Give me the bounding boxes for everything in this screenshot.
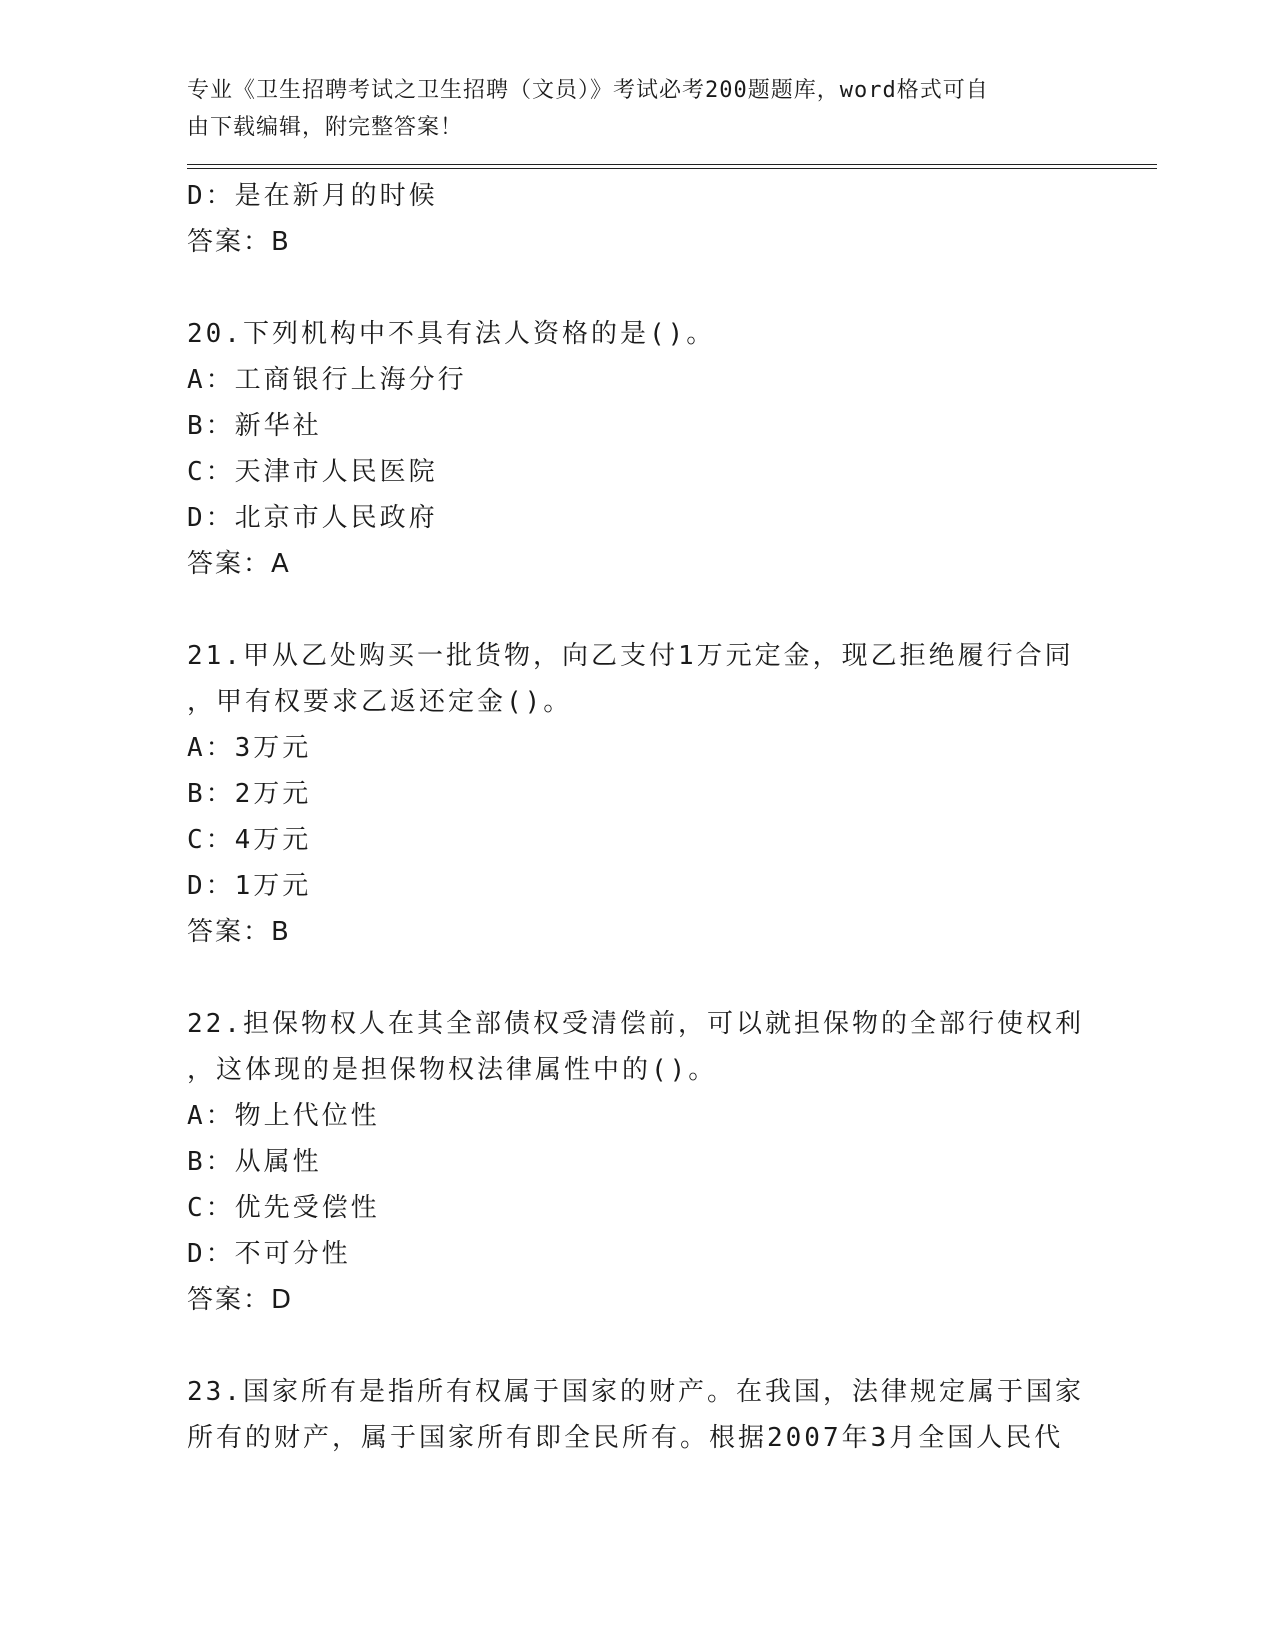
- option-d: D：不可分性: [187, 1239, 351, 1269]
- option-c: C：天津市人民医院: [187, 457, 438, 487]
- answer-line: 答案：B: [187, 917, 291, 947]
- answer-line: 答案：B: [187, 227, 291, 257]
- spacer: [187, 955, 1157, 1001]
- document-page: [187, 72, 1157, 1461]
- option-c: C：4万元: [187, 825, 312, 855]
- question-content: [187, 173, 1157, 1461]
- question-text: 21.甲从乙处购买一批货物，向乙支付1万元定金，现乙拒绝履行合同: [187, 641, 1074, 671]
- option-d: D：北京市人民政府: [187, 503, 438, 533]
- question-text: 22.担保物权人在其全部债权受清偿前，可以就担保物的全部行使权利: [187, 1009, 1084, 1039]
- question-block-22: [187, 1001, 1157, 1323]
- document-header: [187, 72, 1067, 146]
- spacer: [187, 587, 1157, 633]
- question-block-20: [187, 311, 1157, 587]
- question-block-19-tail: [187, 173, 1157, 265]
- question-block-23: [187, 1369, 1157, 1461]
- header-divider: [187, 164, 1157, 169]
- option-a: A：3万元: [187, 733, 312, 763]
- option-b: B：从属性: [187, 1147, 322, 1177]
- spacer: [187, 265, 1157, 311]
- option-d: D：1万元: [187, 871, 312, 901]
- option-c: C：优先受偿性: [187, 1193, 380, 1223]
- option-a: A：物上代位性: [187, 1101, 380, 1131]
- answer-line: 答案：A: [187, 549, 291, 579]
- answer-line: 答案：D: [187, 1285, 294, 1315]
- question-block-21: [187, 633, 1157, 955]
- option-a: A：工商银行上海分行: [187, 365, 467, 395]
- option-b: B：2万元: [187, 779, 312, 809]
- question-text-continued: ，这体现的是担保物权法律属性中的()。: [187, 1055, 718, 1085]
- question-text-continued: ，甲有权要求乙返还定金()。: [187, 687, 573, 717]
- header-line-1: 专业《卫生招聘考试之卫生招聘（文员）》考试必考200题题库，word格式可自: [187, 78, 989, 103]
- header-line-2: 由下载编辑，附完整答案！: [187, 115, 464, 140]
- question-text-continued: 所有的财产，属于国家所有即全民所有。根据2007年3月全国人民代: [187, 1423, 1064, 1453]
- question-text: 20.下列机构中不具有法人资格的是()。: [187, 319, 716, 349]
- option-b: B：新华社: [187, 411, 322, 441]
- option-d: D：是在新月的时候: [187, 181, 438, 211]
- question-text: 23.国家所有是指所有权属于国家的财产。在我国，法律规定属于国家: [187, 1377, 1084, 1407]
- spacer: [187, 1323, 1157, 1369]
